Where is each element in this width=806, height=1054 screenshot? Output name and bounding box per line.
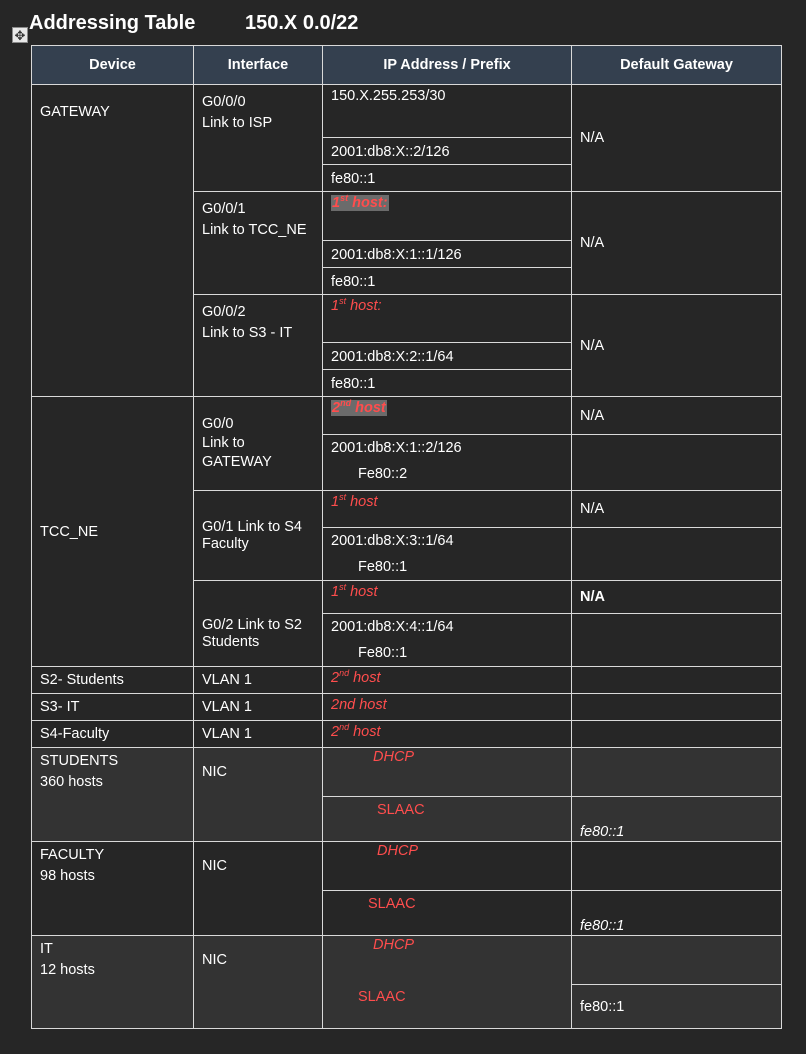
ip-cell: [323, 581, 572, 614]
header-interface: Interface: [194, 46, 323, 85]
link-local-address: fe80::1: [331, 274, 376, 290]
interface-name: G0/0/1: [202, 201, 246, 217]
gateway-cell: [572, 435, 782, 491]
header-default-gateway: Default Gateway: [572, 46, 782, 85]
ip-cell: [323, 85, 572, 138]
gateway-cell: [572, 528, 782, 581]
interface-cell: [194, 491, 323, 581]
ipv4-method: DHCP: [377, 843, 419, 859]
table-row: [32, 721, 782, 748]
ip-cell: [323, 614, 572, 667]
host-count: 360 hosts: [40, 774, 103, 790]
ipv6-gateway: fe80::1: [580, 998, 625, 1015]
gateway-cell: [572, 985, 782, 1029]
default-gateway: N/A: [580, 235, 605, 251]
ip-cell: [323, 138, 572, 165]
ipv6-method: SLAAC: [358, 989, 406, 1005]
gateway-cell: [572, 667, 782, 694]
interface-cell: [194, 397, 323, 491]
default-gateway: N/A: [580, 407, 605, 424]
ip-cell: [323, 721, 572, 748]
gateway-cell: [572, 748, 782, 797]
ip-cell: [323, 268, 572, 295]
interface-cell: [194, 842, 323, 936]
interface-name-cont: Students: [202, 633, 260, 650]
table-row: [32, 748, 782, 797]
ip-cell: [323, 936, 572, 1029]
link-local-address: Fe80::1: [358, 645, 408, 661]
addressing-table: [31, 45, 782, 1029]
ipv6-gateway: fe80::1: [580, 918, 625, 934]
interface-vlan: VLAN 1: [202, 699, 252, 715]
ipv4-method: DHCP: [373, 937, 415, 953]
interface-cell: [194, 295, 323, 397]
table-row: [32, 85, 782, 138]
device-cell: [32, 721, 194, 748]
device-cell: [32, 748, 194, 842]
interface-nic: NIC: [202, 952, 227, 968]
default-gateway: N/A: [580, 130, 605, 146]
gateway-cell: [572, 192, 782, 295]
interface-vlan: VLAN 1: [202, 726, 252, 742]
gateway-cell: [572, 295, 782, 397]
ip-cell: [323, 295, 572, 343]
ip-cell: [323, 667, 572, 694]
default-gateway: N/A: [580, 501, 605, 517]
ip-cell: [323, 165, 572, 192]
ipv4-placeholder: 2nd host: [332, 398, 386, 416]
interface-link: Link to: [202, 435, 245, 451]
ipv4-placeholder: 2nd host: [331, 697, 387, 713]
table-move-handle-icon[interactable]: ✥: [12, 27, 28, 43]
ip-cell: [323, 528, 572, 581]
interface-name: G0/1 Link to S4: [202, 518, 302, 535]
ipv6-address: 2001:db8:X:1::2/126: [331, 440, 462, 456]
ipv4-placeholder: 1st host:: [332, 193, 388, 211]
interface-name-cont: Faculty: [202, 535, 249, 552]
ipv6-address: 2001:db8:X:2::1/64: [331, 349, 454, 365]
interface-name: G0/0: [202, 416, 234, 432]
device-cell: [32, 85, 194, 397]
table-title: Addressing Table: [29, 11, 196, 34]
ip-cell: [323, 343, 572, 370]
network-prefix: 150.X 0.0/22: [245, 11, 359, 34]
interface-cell: [194, 936, 323, 1029]
ipv4-placeholder: 1st host: [331, 582, 378, 600]
interface-cell: [194, 192, 323, 295]
link-local-address: fe80::1: [331, 171, 376, 187]
interface-name: G0/0/2: [202, 304, 246, 320]
interface-link: Link to TCC_NE: [202, 222, 307, 238]
gateway-cell: [572, 694, 782, 721]
table-row: [32, 936, 782, 985]
device-cell: [32, 397, 194, 667]
link-local-address: fe80::1: [331, 376, 376, 392]
interface-nic: NIC: [202, 764, 227, 780]
ipv6-method: SLAAC: [368, 896, 416, 912]
gateway-cell: [572, 936, 782, 985]
device-cell: [32, 667, 194, 694]
interface-vlan: VLAN 1: [202, 672, 252, 688]
page-title: [29, 10, 359, 36]
ipv6-gateway: fe80::1: [580, 824, 625, 840]
ip-cell: [323, 891, 572, 936]
ipv4-address: 150.X.255.253/30: [331, 88, 446, 104]
ipv4-placeholder: 1st host: [331, 492, 378, 510]
header-device: Device: [32, 46, 194, 85]
gateway-cell: [572, 891, 782, 936]
ip-cell: [323, 435, 572, 491]
device-cell: [32, 694, 194, 721]
device-s2: S2- Students: [40, 672, 124, 688]
gateway-cell: [572, 581, 782, 614]
interface-link: GATEWAY: [202, 454, 272, 470]
device-gateway: GATEWAY: [40, 104, 110, 120]
link-local-address: Fe80::2: [358, 466, 408, 482]
ipv6-address: 2001:db8:X::2/126: [331, 144, 450, 160]
interface-name: G0/0/0: [202, 94, 246, 110]
device-tcc-ne: TCC_NE: [40, 523, 99, 540]
ipv6-method: SLAAC: [377, 802, 425, 818]
link-local-address: Fe80::1: [358, 559, 408, 575]
interface-nic: NIC: [202, 858, 227, 874]
ip-cell: [323, 397, 572, 435]
gateway-cell: [572, 491, 782, 528]
interface-link: Link to S3 - IT: [202, 325, 293, 341]
ipv4-placeholder: 1st host:: [331, 296, 382, 314]
ip-cell: [323, 192, 572, 241]
gateway-cell: [572, 842, 782, 891]
gateway-cell: [572, 397, 782, 435]
ip-cell: [323, 797, 572, 842]
header-ip-prefix: IP Address / Prefix: [323, 46, 572, 85]
host-group-name: STUDENTS: [40, 753, 119, 769]
ipv4-method: DHCP: [373, 749, 415, 765]
default-gateway: N/A: [580, 337, 605, 354]
device-cell: [32, 842, 194, 936]
default-gateway: N/A: [580, 589, 605, 605]
ip-cell: [323, 842, 572, 891]
ip-cell: [323, 241, 572, 268]
ipv6-address: 2001:db8:X:3::1/64: [331, 533, 454, 549]
device-s4: S4-Faculty: [40, 726, 110, 742]
ip-cell: [323, 694, 572, 721]
table-row: [32, 397, 782, 435]
ip-cell: [323, 748, 572, 797]
gateway-cell: [572, 721, 782, 748]
table-row: [32, 694, 782, 721]
ipv4-placeholder: 2nd host: [331, 722, 381, 740]
ip-cell: [323, 370, 572, 397]
ipv6-address: 2001:db8:X:1::1/126: [331, 247, 462, 263]
header-row: [32, 46, 782, 85]
interface-cell: [194, 581, 323, 667]
interface-cell: [194, 721, 323, 748]
device-s3: S3- IT: [40, 699, 80, 715]
host-group-name: FACULTY: [40, 847, 105, 863]
device-cell: [32, 936, 194, 1029]
host-count: 98 hosts: [40, 868, 95, 884]
ipv6-address: 2001:db8:X:4::1/64: [331, 619, 454, 635]
interface-cell: [194, 85, 323, 192]
interface-cell: [194, 667, 323, 694]
gateway-cell: [572, 614, 782, 667]
gateway-cell: [572, 85, 782, 192]
ipv4-placeholder: 2nd host: [331, 668, 381, 686]
interface-link: Link to ISP: [202, 115, 273, 131]
interface-cell: [194, 694, 323, 721]
interface-name: G0/2 Link to S2: [202, 616, 302, 633]
gateway-cell: [572, 797, 782, 842]
table-row: [32, 667, 782, 694]
host-group-name: IT: [40, 941, 53, 957]
ip-cell: [323, 491, 572, 528]
interface-cell: [194, 748, 323, 842]
host-count: 12 hosts: [40, 962, 95, 978]
table-row: [32, 842, 782, 891]
